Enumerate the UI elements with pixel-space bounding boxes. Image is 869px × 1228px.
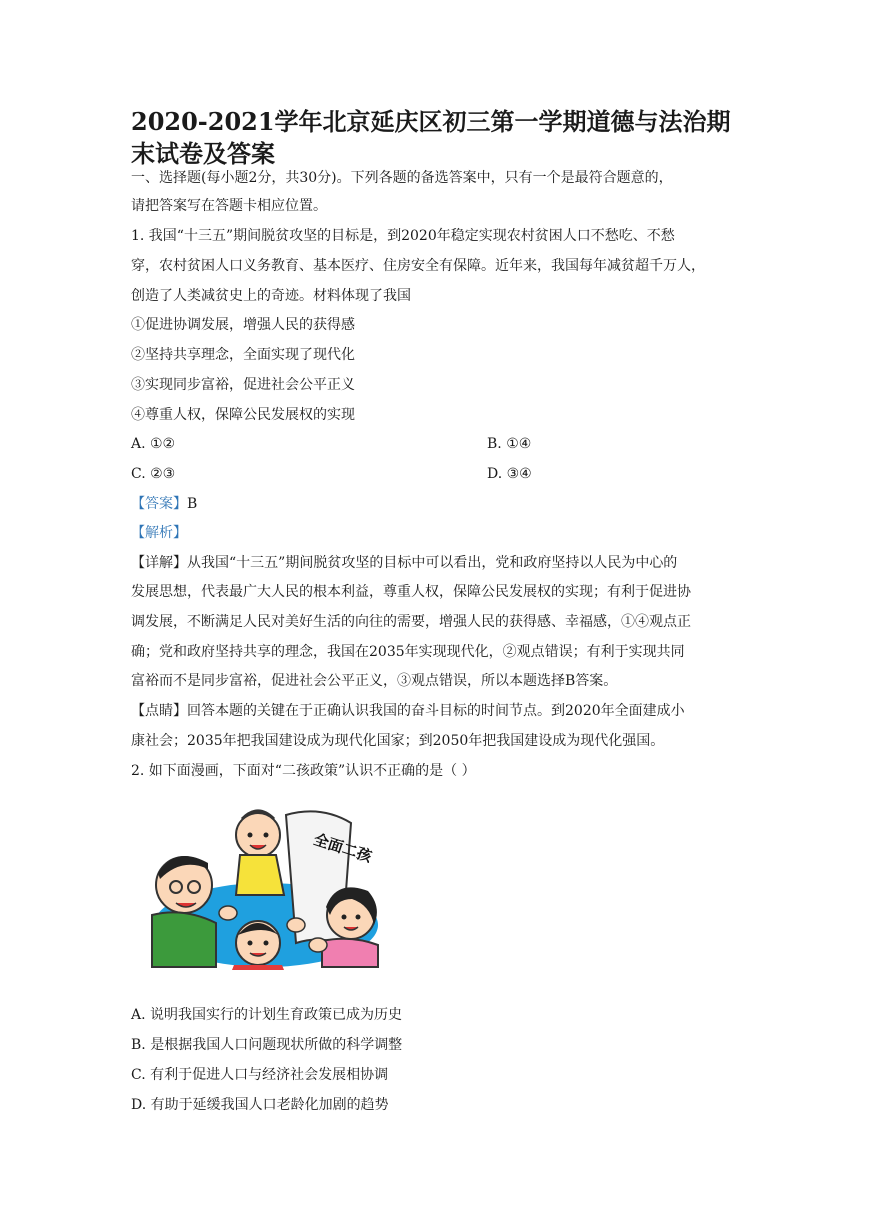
page-title: 2020-2021学年北京延庆区初三第一学期道德与法治期末试卷及答案 (131, 107, 731, 168)
q1-detail-line-2: 发展思想，代表最广大人民的根本利益，尊重人权，保障公民发展权的实现；有利于促进协 (131, 584, 691, 600)
q2-option-c: C. 有利于促进人口与经济社会发展相协调 (131, 1067, 389, 1083)
q1-tip-line-2: 康社会；2035年把我国建设成为现代化国家；到2050年把我国建设成为现代化强国。 (131, 733, 665, 749)
analysis-tag: 【解析】 (131, 525, 187, 541)
q2-stem: 2. 如下面漫画，下面对“二孩政策”认识不正确的是（ ） (131, 763, 476, 779)
tip-text: 回答本题的关键在于正确认识我国的奋斗目标的时间节点。到2020年全面建成小 (187, 703, 685, 719)
hand-icon (309, 938, 327, 952)
father-body-icon (152, 912, 216, 967)
q1-item-3: ③实现同步富裕，促进社会公平正义 (131, 377, 355, 393)
detail-text: 从我国“十三五”期间脱贫攻坚的目标中可以看出，党和政府坚持以人民为中心的 (187, 555, 678, 571)
q1-option-c: C. ②③ (131, 466, 176, 482)
q1-stem-line-3: 创造了人类减贫史上的奇迹。材料体现了我国 (131, 288, 411, 304)
child-body-icon (232, 965, 284, 970)
q1-item-2: ②坚持共享理念，全面实现了现代化 (131, 347, 355, 363)
mother-body-icon (322, 939, 378, 967)
q1-detail-line-4: 确；党和政府坚持共享的理念，我国在2035年实现现代化，②观点错误；有利于实现共同 (131, 644, 685, 660)
q1-detail-line-5: 富裕而不是同步富裕，促进社会公平正义，③观点错误，所以本题选择B答案。 (131, 673, 618, 689)
q2-option-b: B. 是根据我国人口问题现状所做的科学调整 (131, 1037, 403, 1053)
q1-detail-line-3: 调发展，不断满足人民对美好生活的向往的需要，增强人民的获得感、幸福感，①④观点正 (131, 614, 691, 630)
q1-option-a: A. ①② (131, 436, 176, 452)
answer-tag: 【答案】 (131, 496, 187, 512)
q2-option-a: A. 说明我国实行的计划生育政策已成为历史 (131, 1007, 403, 1023)
q1-item-1: ①促进协调发展，增强人民的获得感 (131, 317, 355, 333)
hand-icon (219, 906, 237, 920)
q2-option-d: D. 有助于延缓我国人口老龄化加剧的趋势 (131, 1097, 389, 1113)
section-heading-line-1: 一、选择题(每小题2分，共30分)。下列各题的备选答案中，只有一个是最符合题意的， (131, 170, 673, 186)
tip-tag: 【点睛】 (131, 703, 187, 719)
baby-body-icon (236, 855, 284, 895)
answer-value: B (187, 496, 198, 512)
q1-item-4: ④尊重人权，保障公民发展权的实现 (131, 407, 355, 423)
q1-option-b: B. ①④ (487, 436, 532, 452)
q1-stem-line-1: 1. 我国“十三五”期间脱贫攻坚的目标是，到2020年稳定实现农村贫困人口不愁吃、不愁 (131, 228, 675, 244)
q1-option-d: D. ③④ (487, 466, 532, 482)
hand-icon (287, 918, 305, 932)
q1-detail-line-1 (131, 553, 677, 573)
q1-answer (131, 494, 197, 514)
two-child-policy-cartoon (146, 795, 386, 970)
q1-stem-line-2: 穿，农村贫困人口义务教育、基本医疗、住房安全有保障。近年来，我国每年减贫超千万人， (131, 258, 705, 274)
scroll-text: 全面二孩 (311, 830, 374, 866)
detail-tag: 【详解】 (131, 555, 187, 571)
q1-tip-line-1 (131, 701, 685, 721)
q1-analysis (131, 523, 187, 543)
section-heading-line-2: 请把答案写在答题卡相应位置。 (131, 198, 327, 214)
